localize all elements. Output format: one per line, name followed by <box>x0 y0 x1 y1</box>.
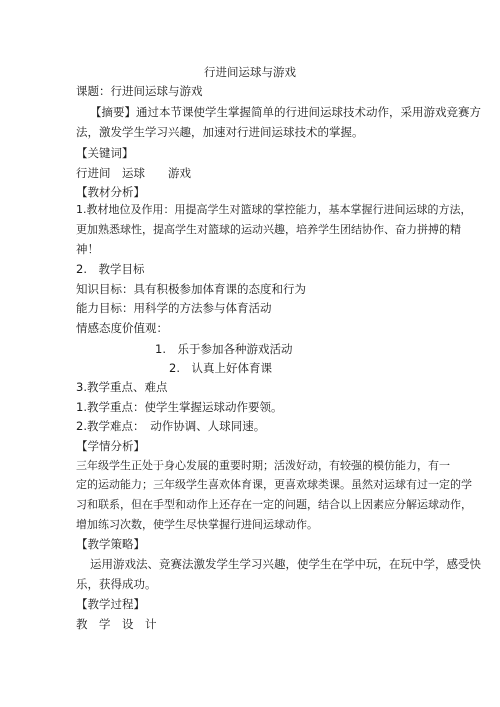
goal-emotion: 情感态度价值观： <box>76 321 168 335</box>
strategy-line-2: 乐，获得成功。 <box>76 577 157 591</box>
students-line-1: 三年级学生正处于身心发展的重要时期；活泼好动，有较强的模仿能力，有一 <box>76 459 450 472</box>
students-line-3: 习和联系，但在手型和动作上还存在一定的问题，结合以上因素应分解运球动作， <box>76 498 472 511</box>
students-line-4: 增加练习次数，使学生尽快掌握行进间运球动作。 <box>76 518 318 531</box>
keywords-heading: 【关键词】 <box>76 146 134 160</box>
abstract-line-2: 法，激发学生学习兴趣，加速对行进间运球技术的掌握。 <box>76 125 364 139</box>
goals-heading: 2. 教学目标 <box>76 262 145 276</box>
textbook-heading: 【教材分析】 <box>76 185 145 199</box>
textbook-line-2: 更加熟悉球性，提高学生对篮球的运动兴趣，培养学生团结协作、奋力拼搏的精 <box>76 223 461 236</box>
lesson-topic: 课题：行进间运球与游戏 <box>76 84 203 98</box>
strategy-heading: 【教学策略】 <box>76 537 145 551</box>
process-heading: 【教学过程】 <box>76 597 145 611</box>
goal-ability: 能力目标：用科学的方法参与体育活动 <box>76 301 272 315</box>
design-heading: 教 学 设 计 <box>76 617 157 631</box>
keypoint-2: 2.教学难点： 动作协调、人球同速。 <box>76 419 266 433</box>
strategy-line-1: 运用游戏法、竞赛法激发学生学习兴趣，使学生在学中玩，在玩中学，感受快 <box>90 557 481 571</box>
document-title: 行进间运球与游戏 <box>204 65 296 79</box>
goal-knowledge: 知识目标：具有积极参加体育课的态度和行为 <box>76 282 306 296</box>
students-line-2: 定的运动能力；三年级学生喜欢体育课，更喜欢球类课。虽然对运球有过一定的学 <box>76 478 472 491</box>
textbook-line-3: 神！ <box>76 242 99 256</box>
keywords-text: 行进间 运球 游戏 <box>76 166 191 180</box>
keypoints-heading: 3.教学重点、难点 <box>76 380 168 394</box>
emotion-item-1: 1. 乐于参加各种游戏活动 <box>155 342 293 356</box>
students-heading: 【学情分析】 <box>76 439 145 453</box>
textbook-line-1: 1.教材地位及作用：用提高学生对篮球的掌控能力，基本掌握行进间运球的方法， <box>76 203 472 216</box>
keypoint-1: 1.教学重点：使学生掌握运球动作要领。 <box>76 400 283 414</box>
emotion-item-2: 2. 认真上好体育课 <box>169 361 272 375</box>
abstract-line-1: 【摘要】通过本节课使学生掌握简单的行进间运球技术动作，采用游戏竞赛方 <box>90 105 481 119</box>
